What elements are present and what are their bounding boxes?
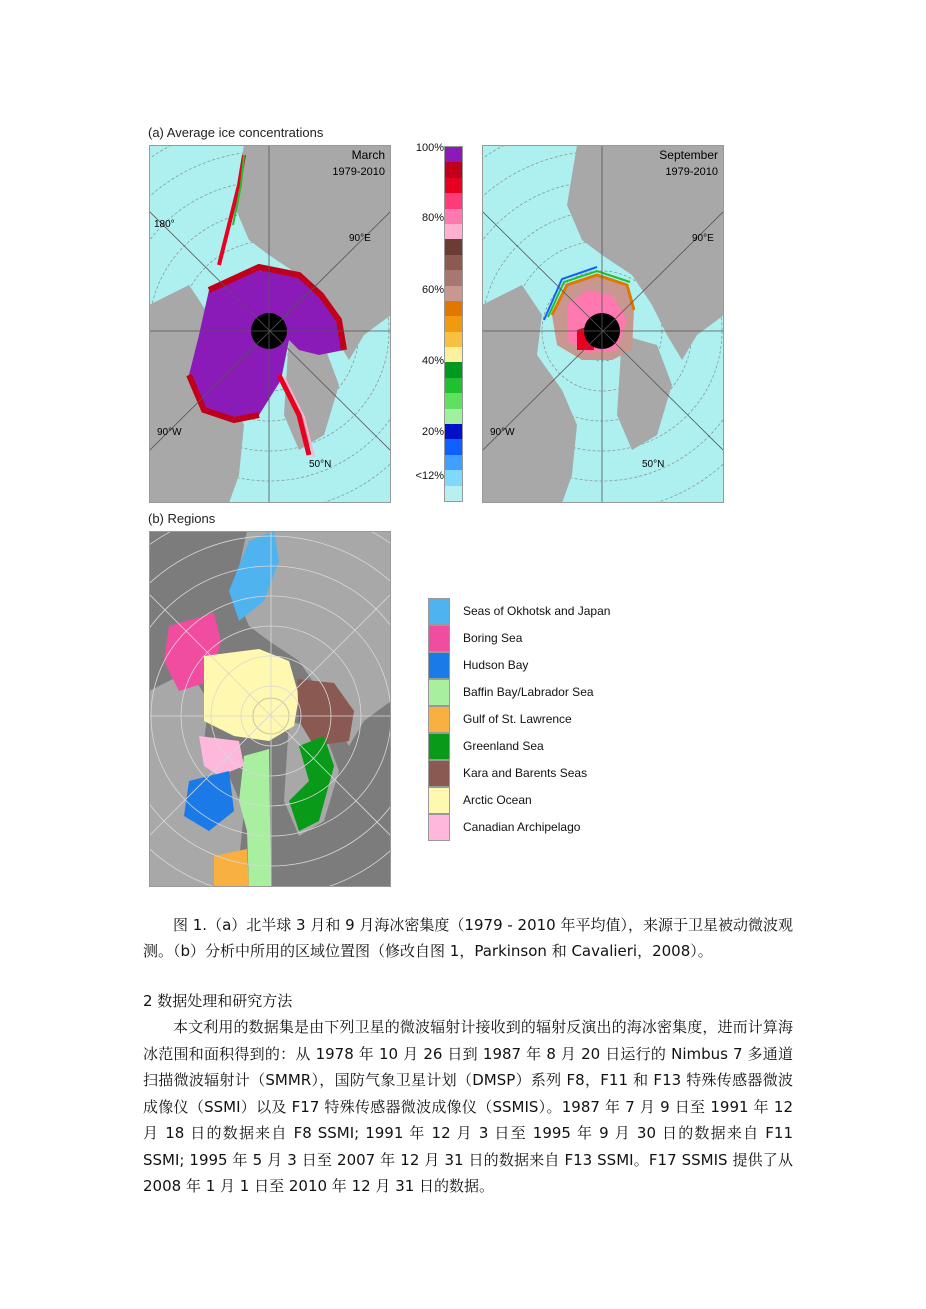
legend-item: [428, 625, 658, 652]
legend-item: [428, 652, 658, 679]
colorbar-segment: [445, 486, 462, 501]
legend-label: Boring Sea: [463, 631, 523, 645]
legend-swatch: [428, 706, 450, 733]
colorbar-segment: [445, 193, 462, 208]
colorbar-segment: [445, 332, 462, 347]
september-lon-east: 90°E: [692, 233, 714, 244]
colorbar-segment: [445, 286, 462, 301]
september-lat: 50°N: [642, 459, 665, 470]
september-label: September: [659, 148, 718, 162]
legend-label: Canadian Archipelago: [463, 820, 581, 834]
cbar-tick: 20%: [421, 426, 444, 438]
legend-label: Arctic Ocean: [463, 793, 532, 807]
colorbar-segment: [445, 209, 462, 224]
legend-item: [428, 706, 658, 733]
colorbar-segment: [445, 178, 462, 193]
legend-item: [428, 733, 658, 760]
march-ice-map: [149, 145, 391, 503]
legend-swatch: [428, 652, 450, 679]
legend-label: Hudson Bay: [463, 658, 529, 672]
legend-item: [428, 679, 658, 706]
legend-swatch: [428, 787, 450, 814]
colorbar-segment: [445, 424, 462, 439]
legend-item: [428, 598, 658, 625]
colorbar-segment: [445, 316, 462, 331]
september-lon-west: 90°W: [490, 427, 515, 438]
march-lon-other: 180°: [154, 219, 175, 230]
colorbar-segment: [445, 255, 462, 270]
colorbar-segment: [445, 378, 462, 393]
colorbar-segment: [445, 439, 462, 454]
cbar-tick: <12%: [415, 470, 444, 482]
colorbar-segment: [445, 455, 462, 470]
cbar-tick: 60%: [421, 284, 444, 296]
colorbar-segment: [445, 470, 462, 485]
colorbar-segment: [445, 239, 462, 254]
cbar-tick: 40%: [421, 355, 444, 367]
colorbar-segment: [445, 270, 462, 285]
september-ice-map: [482, 145, 724, 503]
september-years: 1979-2010: [665, 166, 718, 178]
march-lon-west: 90°W: [157, 427, 182, 438]
section-heading: 2 数据处理和研究方法: [143, 992, 293, 1010]
colorbar-segment: [445, 393, 462, 408]
colorbar-segment: [445, 162, 462, 177]
march-lat: 50°N: [309, 459, 332, 470]
legend-swatch: [428, 814, 450, 841]
legend-swatch: [428, 733, 450, 760]
colorbar-segment: [445, 301, 462, 316]
legend-label: Gulf of St. Lawrence: [463, 712, 572, 726]
march-lon-east: 90°E: [349, 233, 371, 244]
colorbar-segment: [445, 362, 462, 377]
legend-label: Greenland Sea: [463, 739, 544, 753]
panel-b-title: (b) Regions: [148, 511, 216, 526]
march-label: March: [351, 148, 385, 162]
legend-label: Seas of Okhotsk and Japan: [463, 604, 611, 618]
body-paragraph: 本文利用的数据集是由下列卫星的微波辐射计接收到的辐射反演出的海冰密集度，进而计算海冰范围和面积得到的：从 1978 年 10 月 26 日到 1987 年 8 月 20 日运行的 Nimbus 7 多通道扫描微波辐射计（SMMR），国防气象卫星计划（DMSP）系列 F8，F11 和 F13 特殊传感器微波成像仪（SSMI）以及 F17 特殊传感器微波成像仪（SSMIS）。1987 年 7 月 9 日至 1991 年 12 月 18 日的数据来自 F8 SSMI; 1991 年 12 月 3 日至 1995 年 9 月 30 日的数据来自 F11 SSMI; 1995 年 5 月 3 日至 2007 年 12 月 31 日的数据来自 F13 SSMI。F17 SSMIS 提供了从 2008 年 1 月 1 日至 2010 年 12 月 31 日的数据。: [143, 1018, 793, 1195]
legend-label: Baffin Bay/Labrador Sea: [463, 685, 594, 699]
figure-caption: 图 1.（a）北半球 3 月和 9 月海冰密集度（1979 - 2010 年平均值），来源于卫星被动微波观测。（b）分析中所用的区域位置图（修改自图 1，Parkinson 和 Cavalieri，2008）。: [143, 916, 793, 960]
legend-item: [428, 760, 658, 787]
colorbar-segment: [445, 409, 462, 424]
cbar-tick: 100%: [415, 142, 444, 154]
legend-swatch: [428, 679, 450, 706]
legend-swatch: [428, 598, 450, 625]
cbar-tick: 80%: [421, 212, 444, 224]
legend-swatch: [428, 625, 450, 652]
legend-label: Kara and Barents Seas: [463, 766, 588, 780]
legend-swatch: [428, 760, 450, 787]
colorbar-segment: [445, 347, 462, 362]
concentration-colorbar: [444, 146, 463, 502]
march-years: 1979-2010: [332, 166, 385, 178]
panel-a-title: (a) Average ice concentrations: [148, 125, 324, 140]
legend-item: [428, 814, 658, 841]
colorbar-segment: [445, 224, 462, 239]
legend-item: [428, 787, 658, 814]
regions-map: [149, 531, 391, 887]
colorbar-segment: [445, 147, 462, 162]
